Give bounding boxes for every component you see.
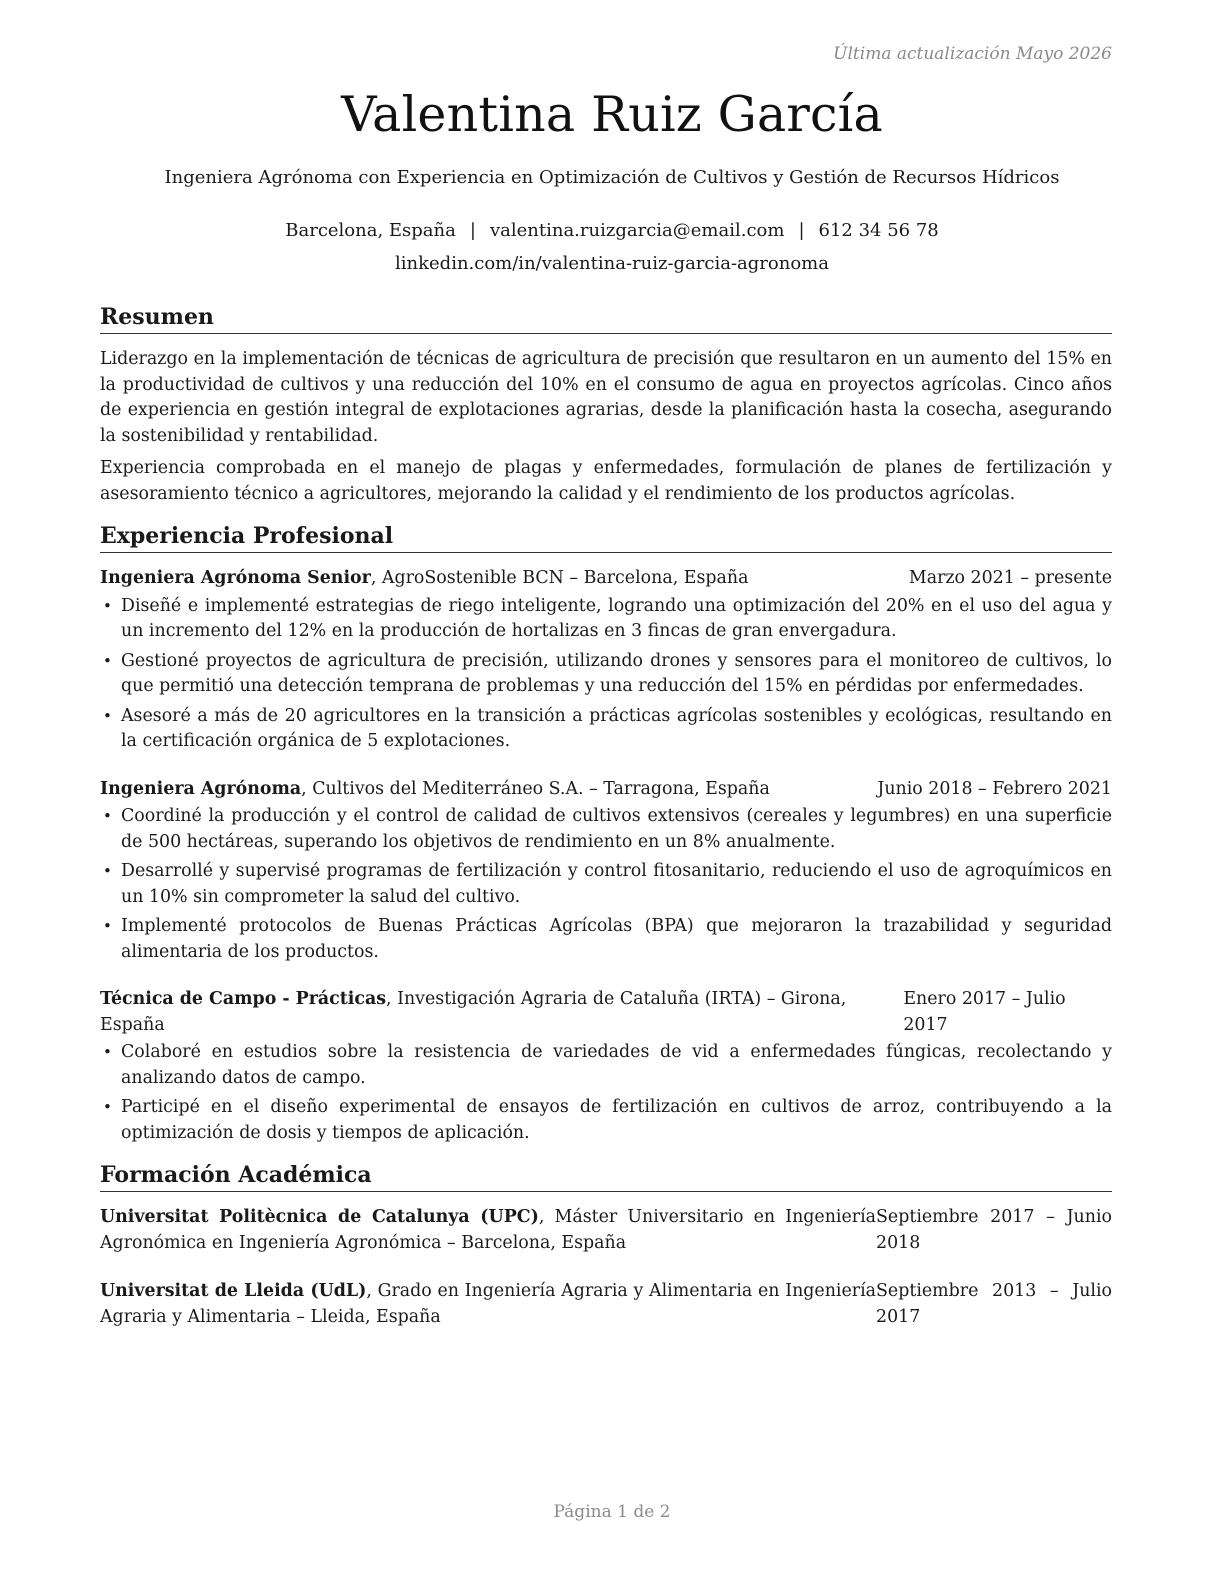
job-title-org [100,566,748,592]
linkedin-link[interactable]: linkedin.com/in/valentina-ruiz-garcia-agronoma [395,253,829,274]
list-item [100,804,1112,855]
section-title-education: Formación Académica [100,1160,1112,1192]
bullet-text: Gestioné proyectos de agricultura de precisión, utilizando drones y sensores para el monitoreo de cultivos, lo que permitió una detección temprana de problemas y una reducción del 15% en pérdidas por enfermedades. [121,650,1112,696]
job-title-org [100,777,770,803]
section-title-summary: Resumen [100,302,1112,334]
job-header [100,566,1112,592]
bullet-text: Colaboré en estudios sobre la resistencia de variedades de vid a enfermedades fúngicas, recolectando y analizando datos de campo. [121,1042,1112,1088]
resume-content [100,302,1112,1353]
experience-section [100,521,1112,1146]
job-role: Ingeniera Agrónoma [100,778,302,799]
job-dates: Junio 2018 – Febrero 2021 [877,778,1112,799]
separator: | [798,220,805,241]
bullet-text: Coordiné la producción y el control de calidad de cultivos extensivos (cereales y legumbres) en una superficie de 500 hectáreas, superando los objetivos de rendimiento en un 8% anualmente. [121,806,1112,852]
school-name: Universitat de Lleida (UdL) [100,1281,367,1301]
bullet-text: Diseñé e implementé estrategias de riego inteligente, logrando una optimización del 20% en el uso del agua y un incremento del 12% en la producción de hortalizas en 3 fincas de gran envergadura. [121,595,1112,641]
job-role: Técnica de Campo - Prácticas [100,989,387,1009]
bullet-text: Participé en el diseño experimental de ensayos de fertilización en cultivos de arroz, contribuyendo a la optimización de dosis y tiempos de aplicación. [121,1097,1112,1143]
education-detail [100,1279,876,1330]
summary-section [100,302,1112,507]
location: Barcelona, España [285,220,456,241]
education-dates: Septiembre 2013 – Julio 2017 [876,1281,1112,1327]
education-detail [100,1205,876,1256]
page-number: Página 1 de 2 [553,1502,671,1522]
job-bullets [100,804,1112,965]
bullet-icon: • [103,1098,112,1116]
list-item [100,914,1112,965]
bullet-text: Asesoré a más de 20 agricultores en la transición a prácticas agrícolas sostenibles y ecológicas, resultando en la certificación orgánica de 5 explotaciones. [121,705,1112,751]
email-link[interactable]: valentina.ruizgarcia@email.com [489,220,785,241]
bullet-icon: • [103,706,112,725]
job-bullets [100,1040,1112,1146]
last-updated: Última actualización Mayo 2026 [833,44,1112,64]
job-dates: Marzo 2021 – presente [908,568,1112,588]
job-role: Ingeniera Agrónoma Senior [100,568,371,588]
bullet-icon: • [103,917,112,935]
education-entry [100,1279,1112,1330]
education-entry [100,1205,1112,1256]
job-title-org [100,987,903,1038]
summary-paragraph: Liderazgo en la implementación de técnicas de agricultura de precisión que resultaron en un aumento del 15% en la productividad de cultivos y una reducción del 10% en el consumo de agua en proyectos agrícolas. Cinco años de experiencia en gestión integral de explotaciones agrarias, desde la planificación hasta la cosecha, asegurando la sostenibilidad y rentabilidad. [100,349,1112,446]
headline: Ingeniera Agrónoma con Experiencia en Optimización de Cultivos y Gestión de Recursos Hídricos [164,167,1060,188]
candidate-name: Valentina Ruiz García [341,86,883,143]
bullet-icon: • [103,596,112,615]
list-item [100,704,1112,755]
list-item [100,859,1112,910]
bullet-icon: • [103,862,112,880]
job-org: , AgroSostenible BCN – Barcelona, España [370,568,749,588]
degree-text: , Máster Universitario en Ingeniería Agronómica en Ingeniería Agronómica – Barcelona, España [100,1207,877,1253]
school-name: Universitat Politècnica de Catalunya (UPC) [100,1207,539,1227]
bullet-icon: • [103,807,112,825]
bullet-icon: • [103,1043,112,1061]
job-org: , Investigación Agraria de Cataluña (IRTA) – Girona, España [100,989,847,1035]
list-item [100,649,1112,700]
job-bullets [100,594,1112,755]
job-org: , Cultivos del Mediterráneo S.A. – Tarragona, España [301,778,770,799]
list-item [100,1040,1112,1091]
separator: | [469,220,476,241]
job-entry [100,777,1112,966]
list-item [100,1095,1112,1146]
job-header [100,777,1112,803]
bullet-icon: • [103,651,112,670]
list-item [100,594,1112,645]
bullet-text: Desarrollé y supervisé programas de fertilización y control fitosanitario, reduciendo el uso de agroquímicos en un 10% sin comprometer la salud del cultivo. [121,861,1112,907]
job-dates: Enero 2017 – Julio 2017 [903,989,1066,1035]
section-title-experience: Experiencia Profesional [100,521,1112,553]
contact-line [0,220,1224,241]
job-header [100,987,1112,1038]
summary-paragraph: Experiencia comprobada en el manejo de plagas y enfermedades, formulación de planes de fertilización y asesoramiento técnico a agricultores, mejorando la calidad y el rendimiento de los productos agrícolas. [100,458,1112,504]
job-entry [100,987,1112,1146]
degree-text: , Grado en Ingeniería Agraria y Alimentaria en Ingeniería Agraria y Alimentaria – Lleida, España [100,1281,877,1327]
job-entry [100,566,1112,755]
phone: 612 34 56 78 [818,220,939,241]
bullet-text: Implementé protocolos de Buenas Prácticas Agrícolas (BPA) que mejoraron la trazabilidad y seguridad alimentaria de los productos. [121,916,1112,962]
education-dates: Septiembre 2017 – Junio 2018 [876,1207,1112,1253]
education-section [100,1160,1112,1330]
